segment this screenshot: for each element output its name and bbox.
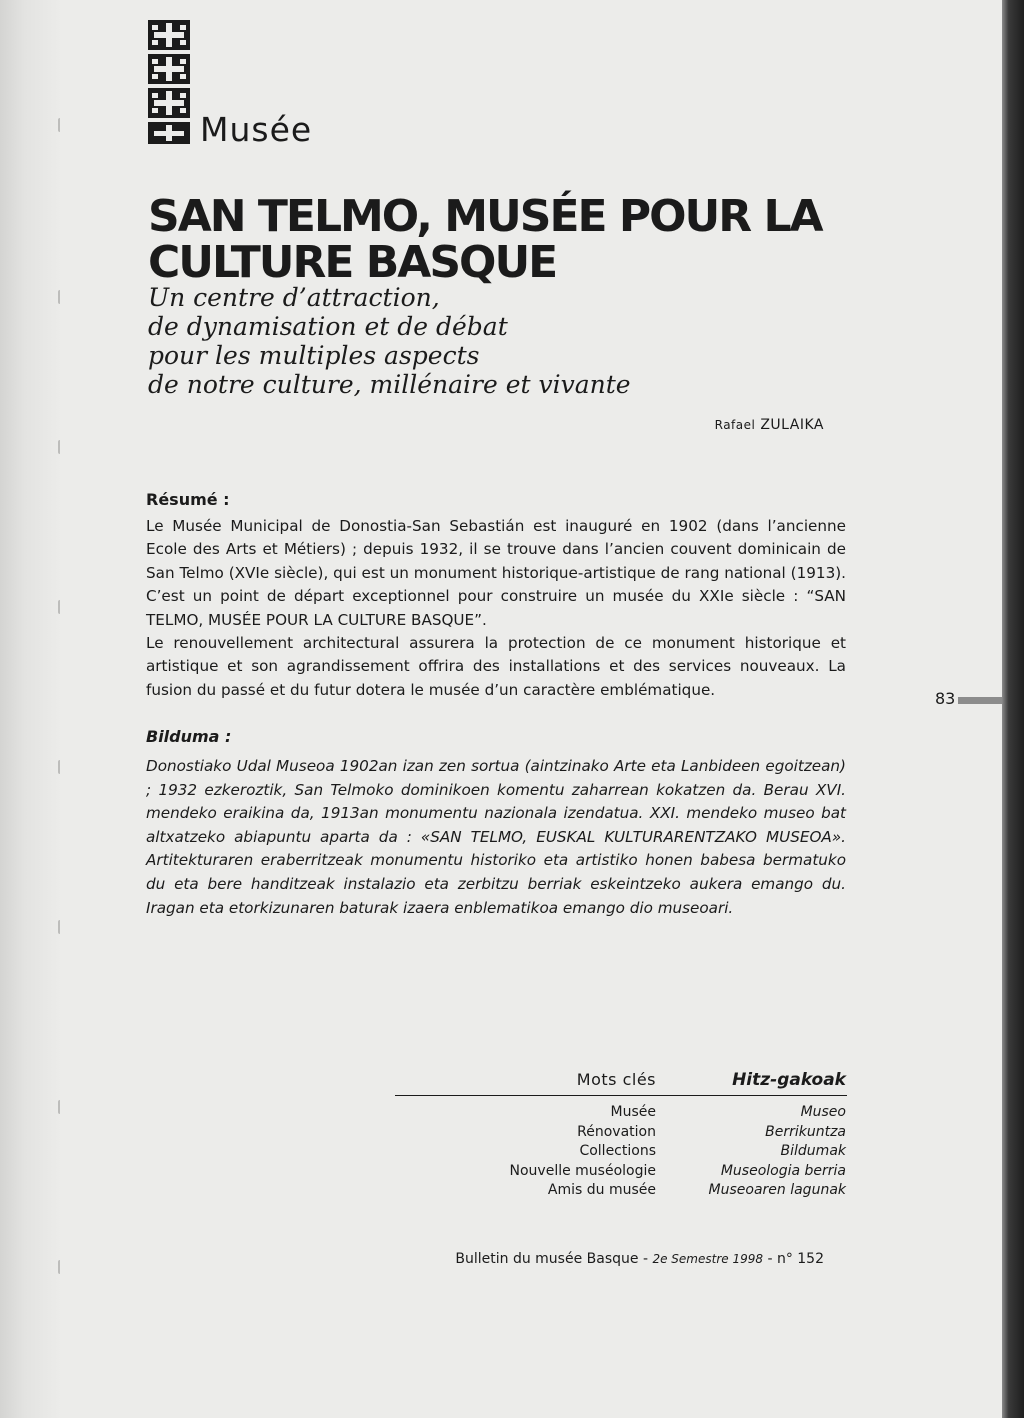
keywords-french-title: Mots clés [576,1070,656,1089]
keywords-basque [666,1070,846,1201]
keyword-fr: Amis du musée [547,1182,656,1198]
subtitle-line: de notre culture, millénaire et vivante [148,370,631,399]
author-last-name: ZULAIKA [760,417,824,433]
resume-text [146,515,846,702]
bilduma-heading: Bilduma : [146,727,232,746]
subtitle-line: Un centre d’attraction, [148,283,440,312]
binding-stitch [58,290,63,304]
article-author [715,417,824,433]
footer-semester: 2e Semestre 1998 [652,1252,763,1266]
footer-journal: Bulletin du musée Basque [455,1251,639,1267]
basque-ornament-icon [146,20,192,144]
keyword-fr: Musée [610,1104,656,1120]
keyword-eu: Berrikuntza [765,1123,846,1140]
keyword-eu: Museo [800,1104,846,1120]
footer-citation [455,1251,824,1267]
page-tab-marker [958,697,1002,704]
bilduma-text: Donostiako Udal Museoa 1902an izan zen sortua (aintzinako Arte eta Lanbideen egoitzean) ; 1932 ezkeroztik, San Telmoko dominikoen komentu zaharrean kokatzen da. Berau XVI. mendeko eraikina da, 1913an monumentu nazionala izendatua. XXI. mendeko museo bat altxatzeko abiapuntu aparta da : «SAN TELMO, EUSKAL KULTURARENTZAKO MUSEOA». Artitekturaren eraberritzeak monumentu historiko eta artistiko honen babesa bermatuko du eta bere handitzeak instalazio eta zerbitzu berriak eskeintzeko aukera emango du. Iragan eta etorkizunaren baturak izaera enblematikoa emango dio museoari. [146,757,846,917]
binding-stitch [58,600,63,614]
article-title-line: SAN TELMO, MUSÉE POUR LA [148,191,822,242]
article-title-line: CULTURE BASQUE [148,237,557,288]
keyword-fr: Nouvelle muséologie [509,1162,656,1179]
resume-heading: Résumé : [146,490,230,509]
binding-stitch [58,1260,63,1274]
binding-stitch [58,1100,63,1114]
keyword-eu: Museoaren lagunak [708,1182,846,1198]
resume-paragraph: Le Musée Municipal de Donostia-San Sebastián est inauguré en 1902 (dans l’ancienne Ecole des Arts et Métiers) ; depuis 1932, il se trouve dans l’ancien couvent dominicain de San Telmo (XVIe siècle), qui est un monument historique-artistique de rang national (1913). C’est un point de départ exceptionnel pour construire un musée du XXIe siècle : “SAN TELMO, MUSÉE POUR LA CULTURE BASQUE”. [146,517,846,629]
article-subtitle [148,283,848,399]
keyword-fr: Rénovation [577,1123,656,1140]
keyword-eu: Bildumak [780,1143,846,1159]
article-title [148,191,848,288]
resume-paragraph: Le renouvellement architectural assurera la protection de ce monument historique et artistique et son agrandissement offrira des installations et des services nouveaux. La fusion du passé et du futur dotera le musée d’un caractère emblématique. [146,634,846,699]
footer-separator: - [763,1251,777,1267]
keyword-fr: Collections [579,1143,656,1159]
binding-stitch [58,440,63,454]
footer-separator: - [638,1251,653,1267]
page-edge-shadow [1002,0,1024,1418]
binding-stitch [58,920,63,934]
subtitle-line: pour les multiples aspects [148,341,480,370]
keyword-eu: Museologia berria [720,1162,846,1179]
keywords-basque-title: Hitz-gakoak [732,1070,846,1090]
subtitle-line: de dynamisation et de débat [148,312,508,341]
binding-stitch [58,760,63,774]
binding-stitch [58,118,63,132]
section-label: Musée [200,110,313,149]
author-first-name: Rafael [714,418,756,432]
keywords-divider [395,1095,847,1096]
keywords-french [440,1070,656,1201]
page-number: 83 [935,689,956,708]
binding-gutter [0,0,62,1418]
footer-issue: n° 152 [776,1251,824,1267]
